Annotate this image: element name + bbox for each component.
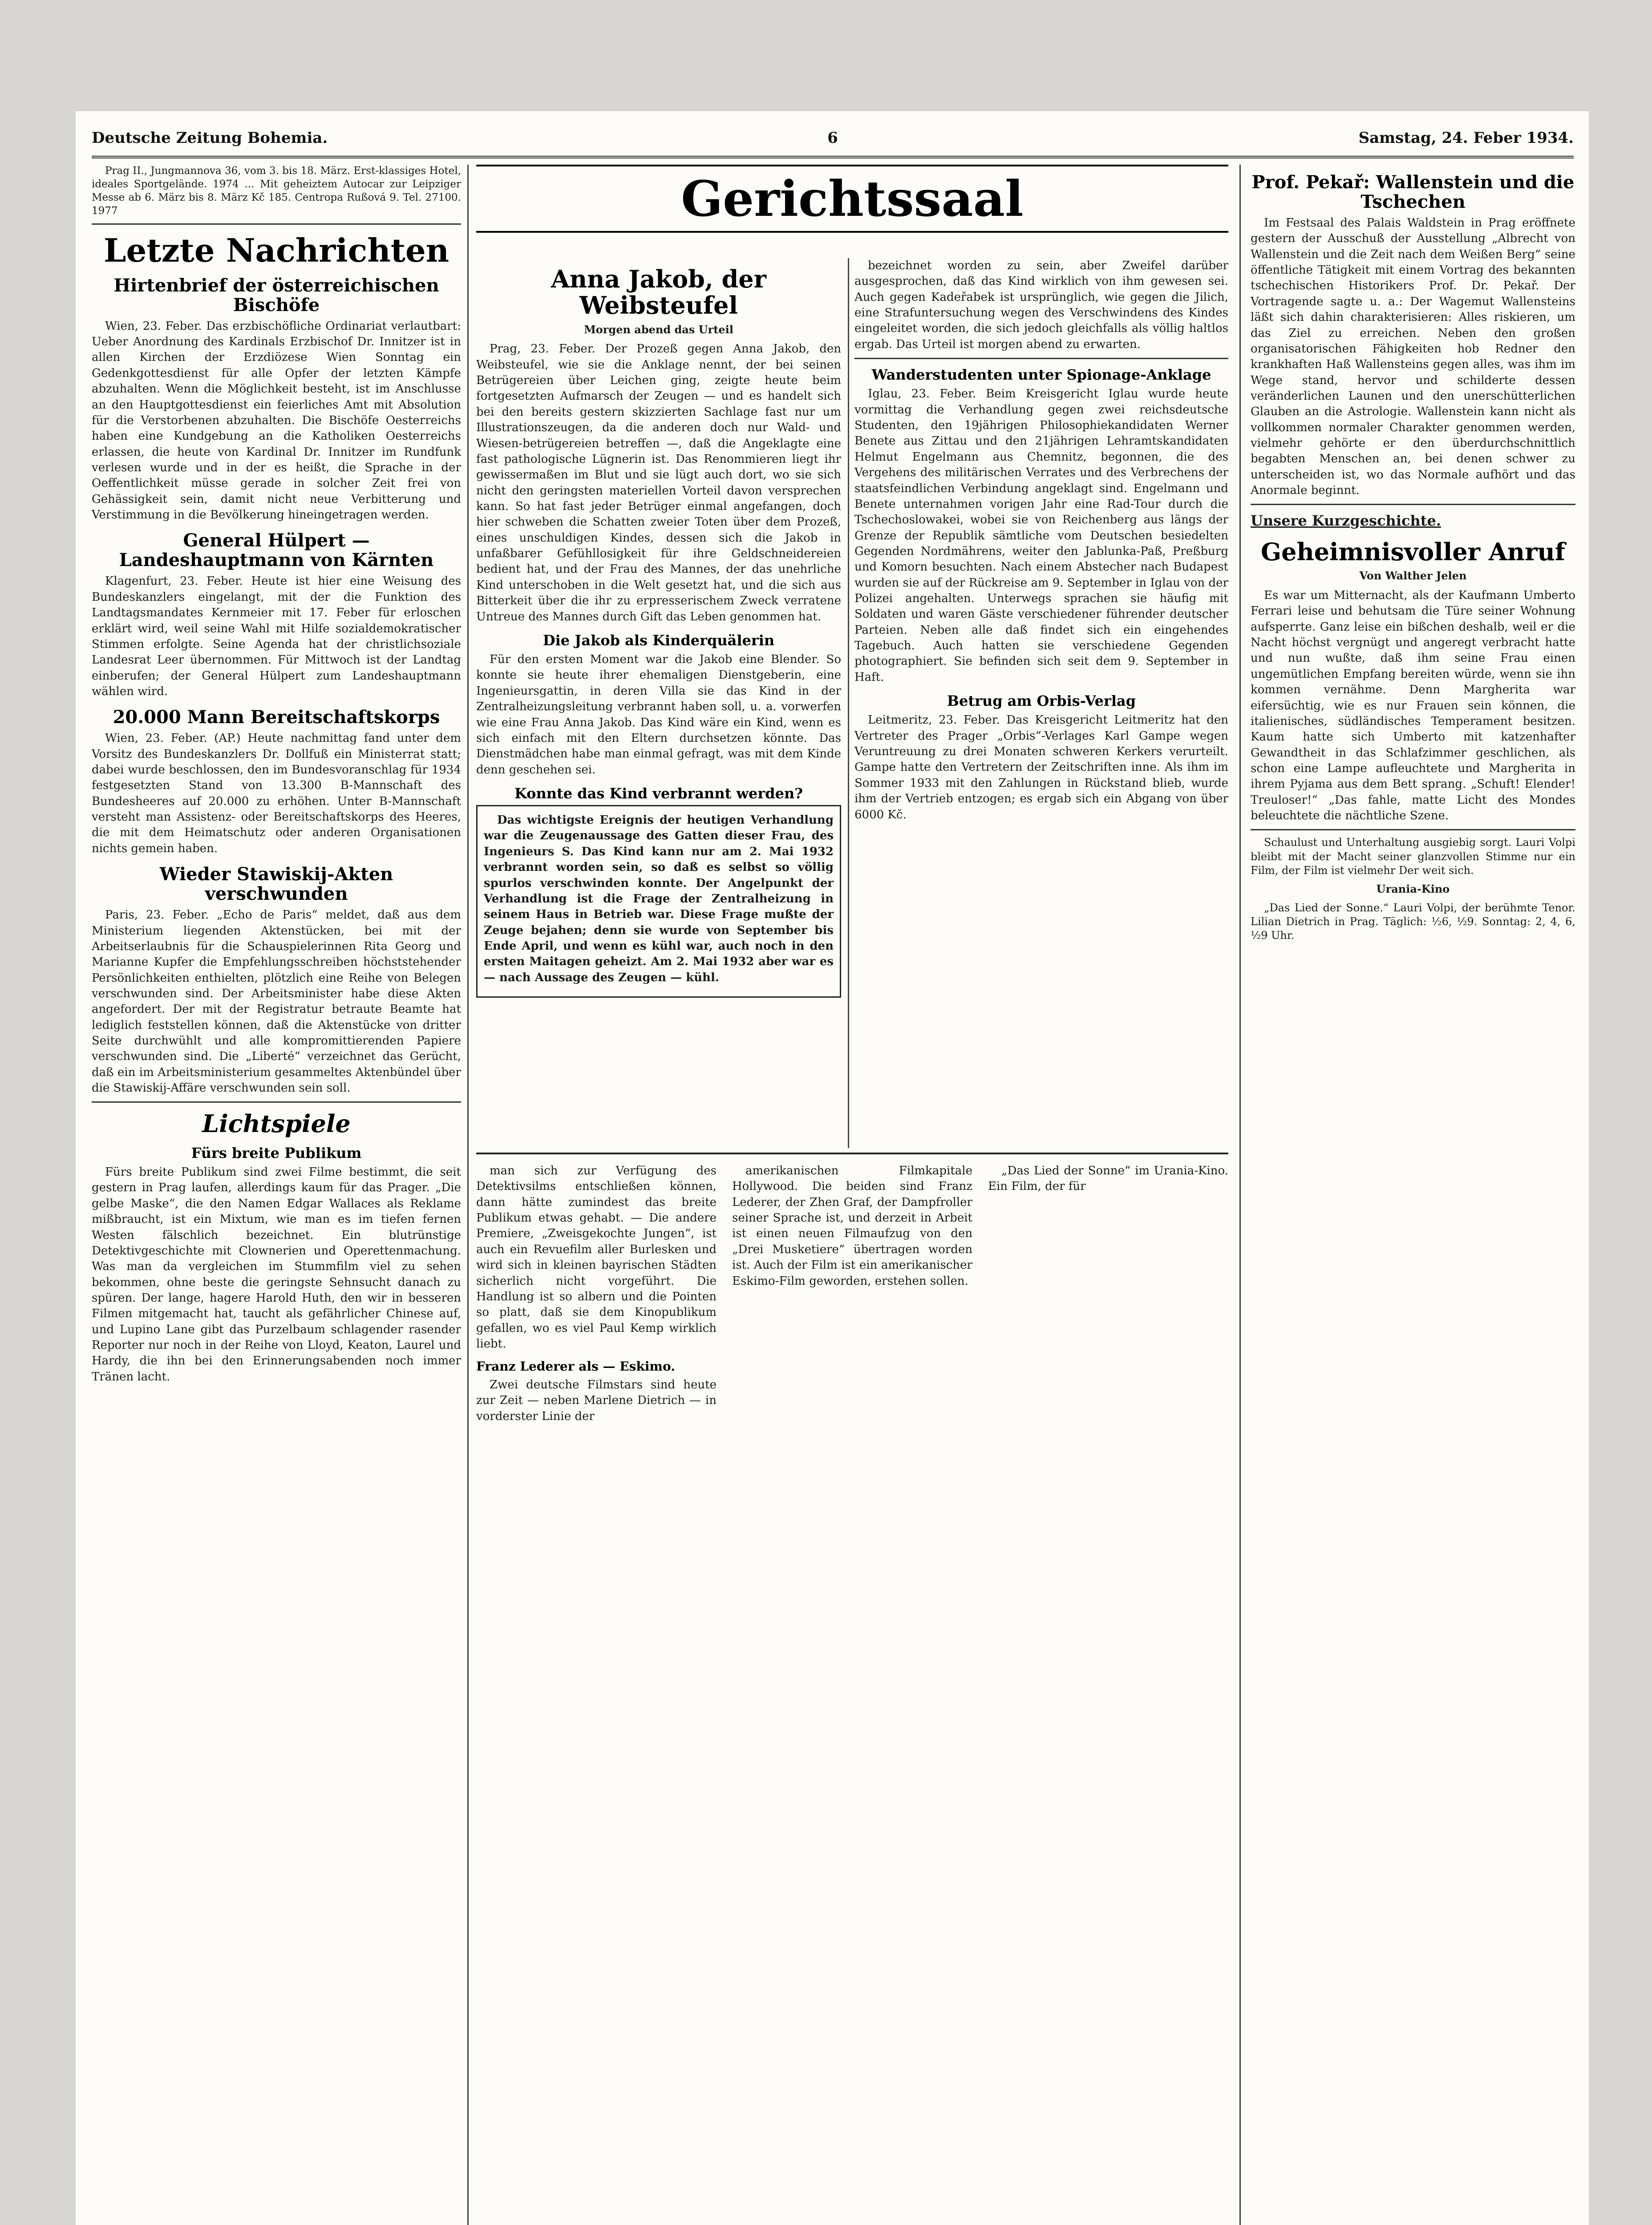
lower-column-3 [988,1163,1228,1199]
page-header [92,125,1574,158]
article-subheading: Die Jakob als Kinderquälerin [543,631,775,649]
court-section-header [476,165,1228,242]
article-text: Iglau, 23. Feber. Beim Kreisgericht Iglau wurde heute vormittag die Verhandlung gegen zwei reichsdeutsche Studenten, den 19jährigen Philosophiekandidaten Werner Benete aus Zittau und den 21jährigen Lehramtskandidaten Helmut Engelmann aus Chemnitz, begonnen, die des Vergehens des militärischen Verrates und des Verbrechens der staatsfeindlichen Verbindung angeklagt sind. Engelmann und Benete unternahmen vorigen Jahr eine Rad-Tour durch die Tschechoslowakei, wobei sie von Reichenberg aus längs der Grenze der Republik sämtliche vom Deutschen besiedelten Gegenden Nordmährens, weiter den Jablunka-Paß, Preßburg und Komorn besuchten. Nach einem Abstecher nach Budapest wurden sie auf der Rückreise am 9. September in Iglau von der Polizei angehalten. Unterwegs sprachen sie häufig mit Soldaten und waren Gäste verschiedener führender deutscher Parteien. Neben alle daß findet sich ein eingehendes Tagebuch. Auch hatten sie verschiedene Gegenden photographiert. Sie befinden sich seit dem 9. September in Haft. [854,387,1228,684]
notices-text: Prag II., Jungmannova 36, vom 3. bis 18. März. Erst-klassiges Hotel, ideales Sportgelände. 1974 ... Mit geheiztem Autocar zur Leipziger Messe ab 6. März bis 8. März Kč 185. Centropa Rußová 9. Tel. 27100. 1977 [92,165,461,217]
article-title: Anna Jakob, der Weibsteufel [551,265,767,320]
story-title: Geheimnisvoller Anruf [1260,537,1566,566]
article-title: Wieder Stawiskij-Akten verschwunden [159,864,393,905]
film-section-title: Lichtspiele [202,1109,351,1138]
lower-band [476,1153,1228,2225]
article-title: Prof. Pekař: Wallenstein und die Tschechen [1251,172,1575,212]
article-title: 20.000 Mann Bereitschaftskorps [113,707,440,728]
article-title: Hirtenbrief der österreichischen Bischöfe [113,275,439,316]
article-text: Im Festsaal des Palais Waldstein in Prag eröffnete gestern der Ausschuß der Ausstellung „Albrecht von Wallenstein und die Zeit nach dem Weißen Berg“ seine öffentliche Tätigkeit mit einem Vortrag des bekannten tschechischen Historikers Prof. Dr. Pekař. Der Vortragende sagte u. a.: Der Wagemut Wallensteins läßt sich dahin charakterisieren: Alles riskieren, um das Ziel zu erreichen. Neben den großen organisatorischen Fähigkeiten hob Redner den krankhaften Haß Wallensteins gegen alles, was ihm im Wege stand, hervor und schilderte dessen veränderlichen Launen und den unerschütterlichen Glauben an die Astrologie. Wallenstein kann nicht als vollkommen normaler Charakter genommen werden, vielmehr gehörte er den überdurchschnittlich begabten Menschen an, bei denen schwer zu unterscheiden ist, wo das Normale aufhört und das Anormale beginnt. [1251,216,1575,498]
column-rule [848,258,849,1148]
cinema-name: Urania-Kino [1376,882,1450,895]
lower-heading: Franz Lederer als — Eskimo. [476,1359,675,1374]
column-rule [467,165,469,2225]
article-subheading: Konnte das Kind verbrannt werden? [514,785,803,802]
divider [92,1101,461,1103]
divider [854,358,1228,359]
lower-text: „Das Lied der Sonne“ im Urania-Kino. Ein Film, der für [988,1164,1228,1193]
newspaper-page [76,111,1589,2225]
latest-news-title: Letzte Nachrichten [103,231,449,269]
issue-date: Samstag, 24. Feber 1934. [1358,129,1574,147]
divider [1251,829,1575,830]
column-1 [92,165,461,2225]
column-rule [1239,165,1241,2225]
highlight-box [476,805,841,998]
article-text: Leitmeritz, 23. Feber. Das Kreisgericht Leitmeritz hat den Vertreter des Prager „Orbis“-Verlages Karl Gampe wegen Veruntreuung zu drei Monaten schweren Kerkers verurteilt. Gampe hatte den Vertretern der Zeitschriften inne. Als ihm im Sommer 1933 mit den Zahlungen in Rückstand blieb, wurde ihm der Vertrieb entzogen; es ergab sich ein Abgang von über 6000 Kč. [854,713,1228,821]
article-text: Paris, 23. Feber. „Echo de Paris“ meldet, daß aus dem Ministerium liegenden Aktenstücken, bei mit der Arbeitserlaubnis für die Schauspielerinnen Rita Georg und Marianne Kupfer die Empfehlungsschreiben höchststehender Persönlichkeiten enthielten, plötzlich eine Reihe von Belegen verschwunden sind. Der Arbeitsminister habe diese Akten angefordert. Der mit der Registratur betraute Beamte hat lediglich feststellen können, daß die Aktenstücke von dritter Seite durchwühlt und alle kompromittierenden Papiere verschwunden sind. Die „Liberté“ verzeichnet das Gerücht, daß ein im Arbeitsministerium gesammeltes Aktenbündel über die Stawiskij-Affäre verschwunden sein soll. [92,908,461,1095]
article-text: Für den ersten Moment war die Jakob eine Blender. So konnte sie heute ihrer ehemaligen Dienstgeberin, eine Ingenieursgattin, in deren Villa sie das Kind in der Zentralheizungsleitung verbrannt haben soll, u. a. vorwerfen wie eine Frau Anna Jakob. Das Kind wäre ein Kind, wenn es sich einfach mit den Eltern durchsetzen könnte. Das Dienstmädchen habe man einmal gefragt, was mit dem Kinde denn geschehen sei. [476,653,841,777]
film-article-title: Fürs breite Publikum [191,1144,362,1161]
article-title: Betrug am Orbis-Verlag [947,692,1136,710]
lower-column-1 [476,1163,717,1429]
column-2 [476,258,841,1228]
court-section-title: Gerichtssaal [476,165,1228,233]
short-story-label: Unsere Kurzgeschichte. [1251,512,1441,530]
story-author: Von Walther Jelen [1359,569,1467,583]
lower-text: man sich zur Verfügung des Detektivsilms entschließen können, dann hätte zumindest das breite Publikum etwas gehabt. — Die andere Premiere, „Zweisgekochte Jungen“, ist auch ein Revuefilm aller Burlesken und wird sich in kleinen bayrischen Städten sicherlich nicht vorgeführt. Die Handlung ist so albern und die Pointen so platt, daß sie dem Kinopublikum gefallen, wo es viel Paul Kemp wirklich liebt. [476,1164,717,1351]
lower-text: Zwei deutsche Filmstars sind heute zur Zeit — neben Marlene Dietrich — in vorderster Linie der [476,1378,717,1423]
article-text: Wien, 23. Feber. Das erzbischöfliche Ordinariat verlautbart: Ueber Anordnung des Kardinals Erzbischof Dr. Innitzer ist in allen Kirchen der Erzdiözese Wien Sonntag ein Gedenkgottesdienst für alle Opfer der letzten Kämpfe abzuhalten. Wenn die Möglichkeit besteht, ist im Anschlusse an den Hauptgottesdienst ein feierliches Amt mit Absolution für die Verstorbenen abzuhalten. Die Bischöfe Oesterreichs haben eine Kundgebung an die Katholiken Oesterreichs erlassen, die heute von Kardinal Dr. Innitzer im Rundfunk verlesen wurde und in der es heißt, die Sprache in der Oeffentlichkeit müsse gerade in solcher Zeit frei von Gehässigkeit sein, damit nicht neue Verbitterung und Verstimmung in die Bevölkerung hineingetragen werden. [92,319,461,522]
article-title: General Hülpert — Landeshauptmann von Kärnten [119,530,434,571]
notices-block [92,165,461,218]
film-article-text: Fürs breite Publikum sind zwei Filme bestimmt, die seit gestern in Prag laufen, allerdings kaum für das Prager. „Die gelbe Maske“, die den Namen Edgar Wallaces als Reklame mißbraucht, ist ein Mixtum, wie man es im tiefen fernen Westen fälschlich bezeichnet. Ein blutrünstige Detektivgeschichte mit Clownerien und Operettenmachung. Was man da vergleichen im Stummfilm viel zu sehen bekommen, ohne beste die geringste Sehnsucht danach zu spüren. Der lange, hagere Harold Huth, den wir in besseren Filmen mitgemacht hat, taucht als gefährlicher Chinese auf, und Lupino Lane gibt das Purzelbaum schlagender rasender Reporter nur noch in der Reihe von Lloyd, Keaton, Laurel und Hardy, die ihn bei den Erinnerungsabenden noch immer Tränen lacht. [92,1165,461,1384]
column-3 [854,258,1228,1228]
lower-column-2 [732,1163,972,1294]
article-text: Wien, 23. Feber. (AP.) Heute nachmittag fand unter dem Vorsitz des Bundeskanzlers Dr. Dollfuß ein Ministerrat statt; dabei wurde beschlossen, den im Bundesvoranschlag für 1934 festgesetzten Stand von 13.300 B-Mannschaft des Bundesheeres auf 20.000 zu erhöhen. Unter B-Mannschaft versteht man Assistenz- oder Bereitschaftskorps des Heeres, die mit dem Heimatschutz oder anderen Organisationen nichts gemein haben. [92,732,461,855]
article-text: bezeichnet worden zu sein, aber Zweifel darüber ausgesprochen, daß das Kind wirklich von ihm gewesen sei. Auch gegen Kadeřabek ist ursprünglich, wie gegen die Jilich, eine Strafuntersuchung wegen des Verschwindens des Kindes eingeleitet worden, die sich jedoch gleichfalls als völlig haltlos ergab. Das Urteil ist morgen abend zu erwarten. [854,259,1228,351]
ad-text: Schaulust und Unterhaltung ausgiebig sorgt. Lauri Volpi bleibt mit der Macht seiner glanzvollen Stimme nur ein Film, der Film ist vielmehr Der weit sich. [1251,836,1575,877]
highlight-text: Das wichtigste Ereignis der heutigen Verhandlung war die Zeugenaussage des Gatten dieser Frau, des Ingenieurs S. Das Kind kann nur am 2. Mai 1932 verbrannt worden sein, so daß es selbst so völlig spurlos verschwinden konnte. Der Angelpunkt der Verhandlung ist die Frage der Zentralheizung in seinem Haus in Betrieb war. Diese Frage mußte der Zeuge bejahen; denn sie wurde von September bis Ende April, und wenn es kühl war, auch noch in den ersten Maitagen geheizt. Am 2. Mai 1932 aber war es — nach Aussage des Zeugen — kühl. [484,813,834,984]
article-subtitle: Morgen abend das Urteil [584,323,733,336]
page-number: 6 [827,129,838,147]
article-title: Wanderstudenten unter Spionage-Anklage [871,366,1211,384]
cinema-text: „Das Lied der Sonne.“ Lauri Volpi, der berühmte Tenor. Lilian Dietrich in Prag. Täglich: ½6, ½9. Sonntag: 2, 4, 6, ½9 Uhr. [1251,901,1575,942]
article-text: Prag, 23. Feber. Der Prozeß gegen Anna Jakob, den Weibsteufel, wie sie die Anklage nennt, der bei seinen Betrügereien über Leichen ging, zeigte heute beim fortgesetzten Aufmarsch der Zeugen — und es handelt sich bei den bereits gestern skizzierten Sachlage fast nur um Illustrationszeugen, da die anderen doch nur Wald- und Wiesen-betrügereien betreffen —, daß die Angeklagte eine fast pathologische Lügnerin ist. Das Renommieren liegt ihr gewissermaßen im Blut und sie lügt auch dort, wo sie sich nicht den geringsten materiellen Vorteil davon versprechen kann. So hat fast jeder Betrüger einmal angefangen, doch hier schweben die Schatten zweier Toten über dem Prozeß, eines unschuldigen Kindes, dessen sich die Jakob in unfaßbarer Gefühllosigkeit für ihre Geldschneidereien bedient hat, und der Frau des Mannes, der das unehrliche Kind unterschoben in die Welt gesetzt hat, und die sich aus Bitterkeit über die ihr zu erpresserischem Zweck verratene Untreue des Mannes durch Gift das Leben genommen hat. [476,342,841,623]
newspaper-name: Deutsche Zeitung Bohemia. [92,129,328,147]
column-4 [1251,165,1575,2225]
article-text: Klagenfurt, 23. Feber. Heute ist hier eine Weisung des Bundeskanzlers eingelangt, mit der die Funktion des Landtagsmandates Kernmeier mit 17. Feber für erloschen erklärt wird, weil seine Wahl mit Hilfe sozialdemokratischer Stimmen erfolgte. Seine Agenda hat der christlichsoziale Landesrat Leer übernommen. Für Mittwoch ist der Landtag einberufen; der General Hülpert zum Landeshauptmann wählen wird. [92,574,461,698]
lower-text: amerikanischen Filmkapitale Hollywood. Die beiden sind Franz Lederer, der Zhen Graf, der Dampfroller seiner Sprache ist, und derzeit in Arbeit ist einen neuen Filmaufzug von den „Drei Musketiere“ übertragen worden ist. Auch der Film ist ein amerikanischer Eskimo-Film geworden, erstehen sollen. [732,1164,972,1288]
story-text: Es war um Mitternacht, als der Kaufmann Umberto Ferrari leise und behutsam die Türe seiner Wohnung aufsperrte. Ganz leise ein bißchen deshalb, weil er die Nacht höchst vergnügt und angeregt verbracht hatte und nun wußte, daß ihm seine Frau einen ungemütlichen Empfang bereiten würde, wenn sie ihn kommen vernähme. Denn Margherita war eifersüchtig, wie es nur Frauen sein können, die italienisches, südländisches Temperament besitzen. Kaum hatte sich Umberto mit katzenhafter Gewandtheit in das Schlafzimmer geschlichen, als schon eine Lampe aufleuchtete und Margherita in ihrem Pyjama aus dem Bett sprang. „Schuft! Elender! Treuloser!“ „Das fahle, matte Licht des Mondes beleuchtete die nächtliche Szene. [1251,589,1575,823]
divider [92,223,461,225]
divider [1251,504,1575,505]
